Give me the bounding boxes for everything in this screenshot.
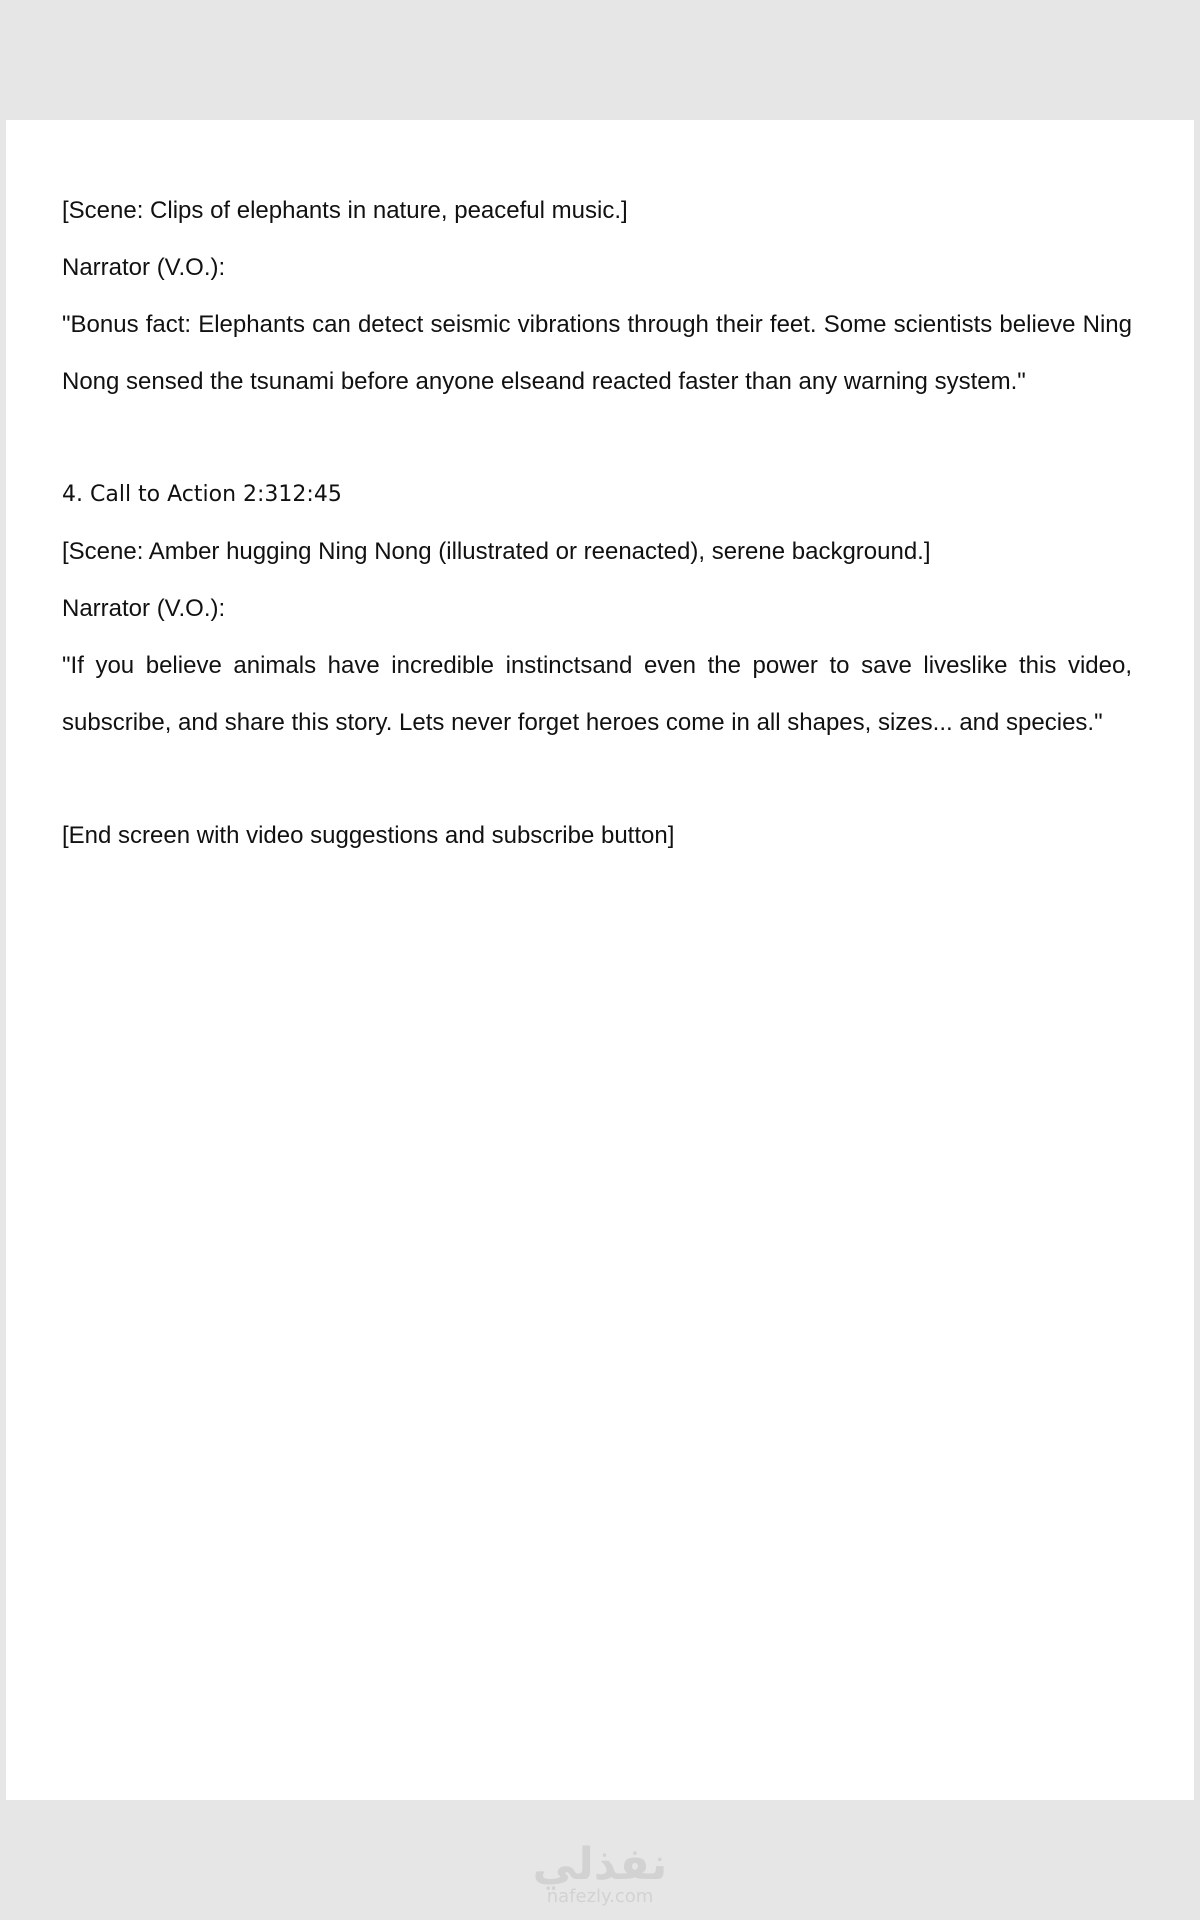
call-to-action-quote: "If you believe animals have incredible instinctsand even the power to save liveslike this video, subscribe, and share this story. Lets never forget heroes come in all shapes, sizes... and species." [62, 652, 1132, 736]
watermark-site: nafezly.com [546, 1886, 654, 1907]
paragraph-spacer [62, 751, 1132, 807]
bonus-fact-quote: "Bonus fact: Elephants can detect seismic vibrations through their feet. Some scientists believe Ning Nong sensed the tsunami before anyone elseand reacted faster than any warning system." [62, 311, 1132, 395]
document-content [62, 182, 1132, 864]
scene-direction-2: [Scene: Amber hugging Ning Nong (illustrated or reenacted), serene background.] [62, 538, 931, 565]
paragraph-spacer [62, 410, 1132, 466]
narrator-label-2: Narrator (V.O.): [62, 595, 226, 622]
watermark-logo: نفذلي [532, 1839, 668, 1890]
narrator-label-1: Narrator (V.O.): [62, 254, 226, 281]
scene-direction-1: [Scene: Clips of elephants in nature, peaceful music.] [62, 197, 628, 224]
site-watermark [0, 1840, 1200, 1908]
section-heading-call-to-action: 4. Call to Action 2:312:45 [62, 482, 342, 507]
end-screen-direction: [End screen with video suggestions and subscribe button] [62, 822, 675, 849]
